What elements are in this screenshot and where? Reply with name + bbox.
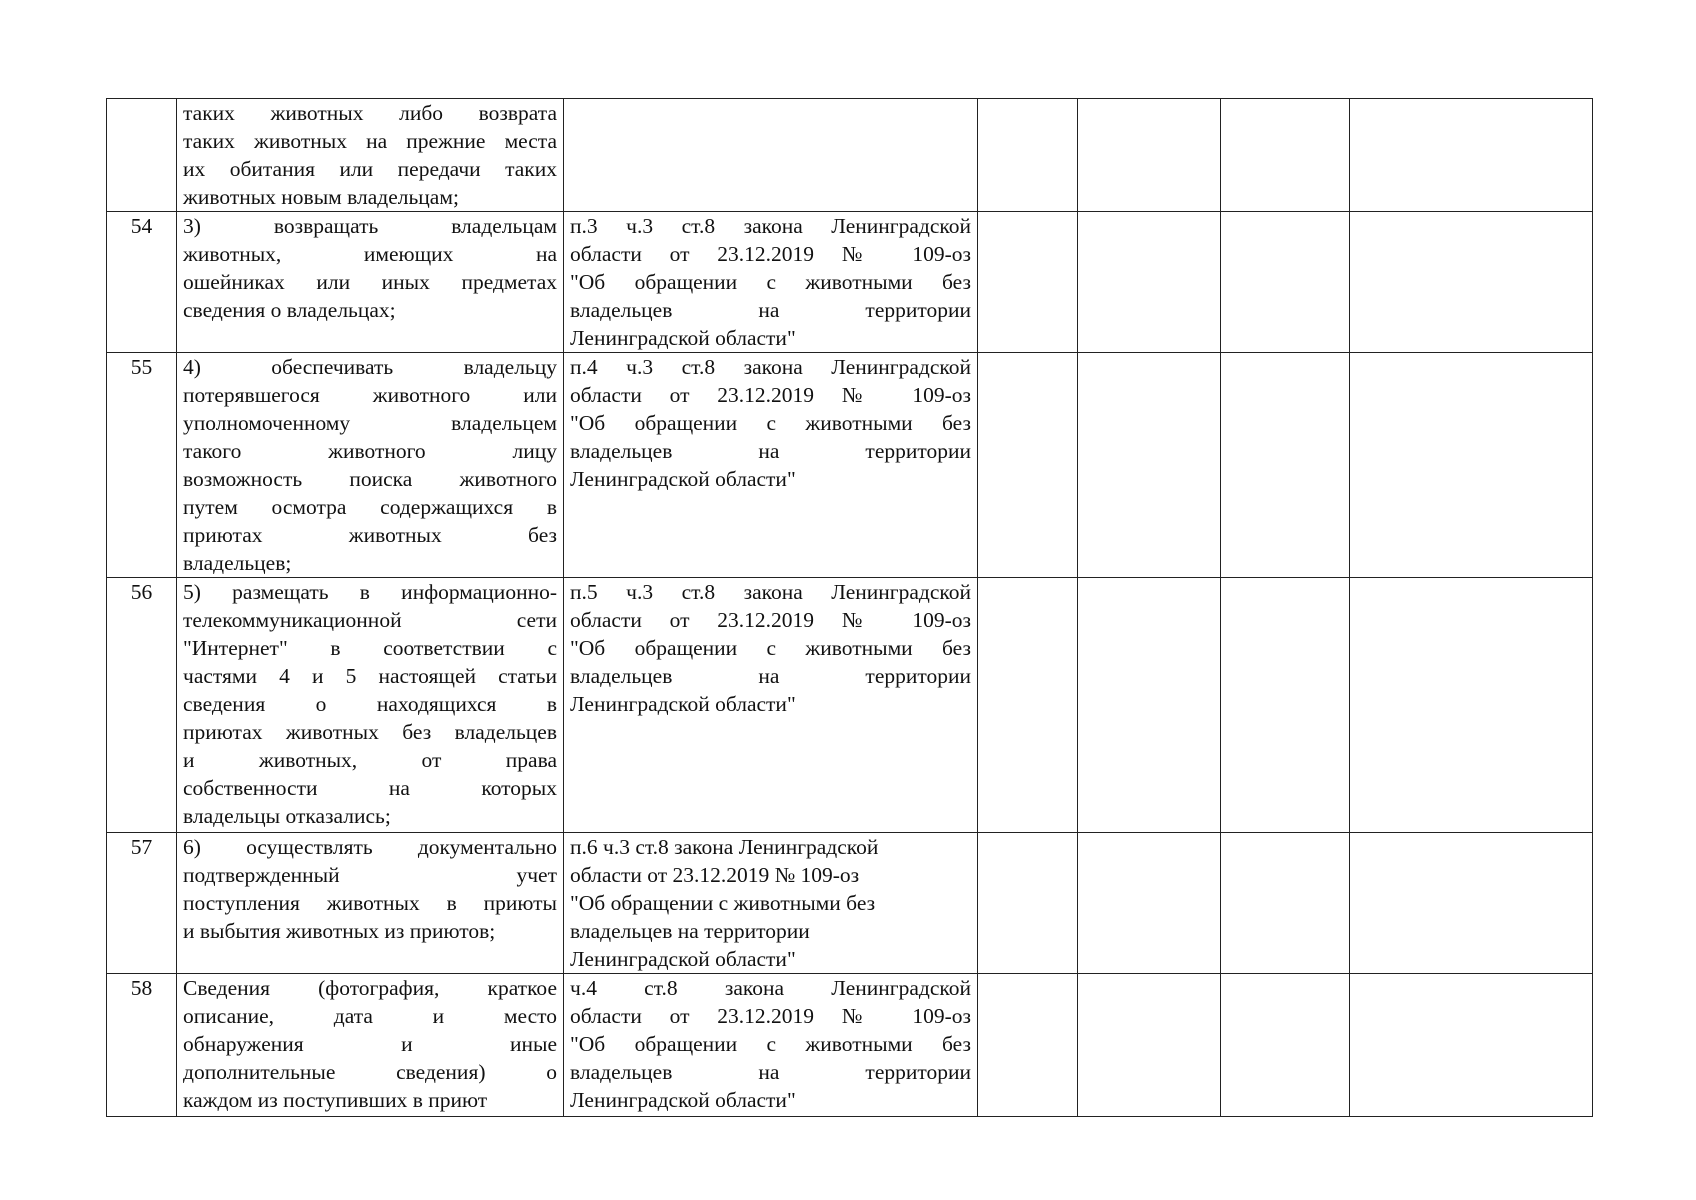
- requirement-text-line: приютах животных без: [183, 523, 557, 547]
- empty-cell: [1221, 578, 1350, 833]
- empty-cell: [1221, 212, 1350, 353]
- table-row: [107, 99, 1593, 212]
- empty-cell: [1350, 974, 1593, 1117]
- table-body: [107, 99, 1593, 1117]
- legal-reference-cell: [564, 578, 978, 833]
- requirement-text-line: владельцы отказались;: [183, 804, 391, 828]
- requirement-text-line: 6) осуществлять документально: [183, 835, 557, 859]
- reference-text-line: п.4 ч.3 ст.8 закона Ленинградской: [570, 355, 971, 379]
- requirement-text-line: уполномоченному владельцем: [183, 411, 557, 435]
- legal-reference-cell: [564, 212, 978, 353]
- empty-cell: [1350, 833, 1593, 974]
- requirement-text-line: сведения о владельцах;: [183, 298, 396, 322]
- reference-text-line: Ленинградской области": [570, 692, 796, 716]
- requirement-text-line: частями 4 и 5 настоящей статьи: [183, 664, 557, 688]
- requirement-text-line: таких животных на прежние места: [183, 129, 557, 153]
- row-number-cell: 54: [107, 212, 177, 353]
- reference-text-line: "Об обращении с животными без: [570, 270, 971, 294]
- reference-text-line: "Об обращении с животными без: [570, 891, 876, 915]
- requirement-cell: [177, 353, 564, 578]
- reference-text-line: "Об обращении с животными без: [570, 636, 971, 660]
- requirement-text-line: телекоммуникационной сети: [183, 608, 557, 632]
- reference-text-line: области от 23.12.2019 № 109-оз: [570, 608, 971, 632]
- requirement-text-line: дополнительные сведения) о: [183, 1060, 557, 1084]
- empty-cell: [1078, 99, 1221, 212]
- requirement-text-line: сведения о находящихся в: [183, 692, 557, 716]
- empty-cell: [978, 578, 1078, 833]
- empty-cell: [1078, 212, 1221, 353]
- requirement-text-line: обнаружения и иные: [183, 1032, 557, 1056]
- empty-cell: [1078, 578, 1221, 833]
- requirement-text-line: описание, дата и место: [183, 1004, 557, 1028]
- requirement-cell: [177, 578, 564, 833]
- empty-cell: [1221, 974, 1350, 1117]
- empty-cell: [1221, 353, 1350, 578]
- empty-cell: [1078, 353, 1221, 578]
- requirements-table: [106, 98, 1593, 1117]
- requirement-text-line: 5) размещать в информационно-: [183, 580, 557, 604]
- table-row: [107, 833, 1593, 974]
- legal-reference-cell: [564, 974, 978, 1117]
- requirement-text-line: животных, имеющих на: [183, 242, 557, 266]
- empty-cell: [1078, 833, 1221, 974]
- reference-text-line: Ленинградской области": [570, 467, 796, 491]
- reference-text-line: владельцев на территории: [570, 664, 971, 688]
- empty-cell: [978, 833, 1078, 974]
- requirement-text-line: Сведения (фотография, краткое: [183, 976, 557, 1000]
- requirement-text-line: таких животных либо возврата: [183, 101, 557, 125]
- reference-text-line: области от 23.12.2019 № 109-оз: [570, 242, 971, 266]
- requirement-text-line: путем осмотра содержащихся в: [183, 495, 557, 519]
- requirement-text-line: их обитания или передачи таких: [183, 157, 557, 181]
- legal-reference-cell: [564, 353, 978, 578]
- requirement-text-line: поступления животных в приюты: [183, 891, 557, 915]
- empty-cell: [978, 99, 1078, 212]
- requirement-cell: [177, 99, 564, 212]
- requirement-text-line: 3) возвращать владельцам: [183, 214, 557, 238]
- requirement-text-line: такого животного лицу: [183, 439, 557, 463]
- requirement-cell: [177, 833, 564, 974]
- table-row: [107, 353, 1593, 578]
- reference-text-line: области от 23.12.2019 № 109-оз: [570, 383, 971, 407]
- reference-text-line: Ленинградской области": [570, 947, 796, 971]
- requirement-cell: [177, 212, 564, 353]
- requirement-text-line: 4) обеспечивать владельцу: [183, 355, 557, 379]
- requirement-text-line: собственности на которых: [183, 776, 557, 800]
- requirement-text-line: потерявшегося животного или: [183, 383, 557, 407]
- empty-cell: [1350, 212, 1593, 353]
- row-number-cell: [107, 99, 177, 212]
- reference-text-line: владельцев на территории: [570, 919, 810, 943]
- row-number-cell: 57: [107, 833, 177, 974]
- requirement-text-line: и животных, от права: [183, 748, 557, 772]
- empty-cell: [1221, 99, 1350, 212]
- requirement-text-line: владельцев;: [183, 551, 292, 575]
- reference-text-line: "Об обращении с животными без: [570, 411, 971, 435]
- row-number-cell: 58: [107, 974, 177, 1117]
- legal-reference-cell: [564, 99, 978, 212]
- empty-cell: [1350, 99, 1593, 212]
- reference-text-line: владельцев на территории: [570, 298, 971, 322]
- reference-text-line: владельцев на территории: [570, 1060, 971, 1084]
- requirement-text-line: каждом из поступивших в приют: [183, 1088, 488, 1112]
- empty-cell: [1350, 353, 1593, 578]
- reference-text-line: области от 23.12.2019 № 109-оз: [570, 863, 860, 887]
- requirement-text-line: "Интернет" в соответствии с: [183, 636, 557, 660]
- empty-cell: [978, 353, 1078, 578]
- empty-cell: [1221, 833, 1350, 974]
- reference-text-line: п.3 ч.3 ст.8 закона Ленинградской: [570, 214, 971, 238]
- table-row: [107, 974, 1593, 1117]
- reference-text-line: "Об обращении с животными без: [570, 1032, 971, 1056]
- reference-text-line: Ленинградской области": [570, 326, 796, 350]
- legal-reference-cell: [564, 833, 978, 974]
- requirement-text-line: приютах животных без владельцев: [183, 720, 557, 744]
- requirement-text-line: и выбытия животных из приютов;: [183, 919, 496, 943]
- requirement-cell: [177, 974, 564, 1117]
- reference-text-line: области от 23.12.2019 № 109-оз: [570, 1004, 971, 1028]
- reference-text-line: п.5 ч.3 ст.8 закона Ленинградской: [570, 580, 971, 604]
- row-number-cell: 55: [107, 353, 177, 578]
- requirement-text-line: животных новым владельцам;: [183, 185, 459, 209]
- table-row: [107, 578, 1593, 833]
- empty-cell: [978, 974, 1078, 1117]
- empty-cell: [1078, 974, 1221, 1117]
- requirement-text-line: возможность поиска животного: [183, 467, 557, 491]
- reference-text-line: владельцев на территории: [570, 439, 971, 463]
- reference-text-line: п.6 ч.3 ст.8 закона Ленинградской: [570, 835, 879, 859]
- table-row: [107, 212, 1593, 353]
- requirement-text-line: подтвержденный учет: [183, 863, 557, 887]
- reference-text-line: ч.4 ст.8 закона Ленинградской: [570, 976, 971, 1000]
- requirement-text-line: ошейниках или иных предметах: [183, 270, 557, 294]
- empty-cell: [978, 212, 1078, 353]
- empty-cell: [1350, 578, 1593, 833]
- reference-text-line: Ленинградской области": [570, 1088, 796, 1112]
- row-number-cell: 56: [107, 578, 177, 833]
